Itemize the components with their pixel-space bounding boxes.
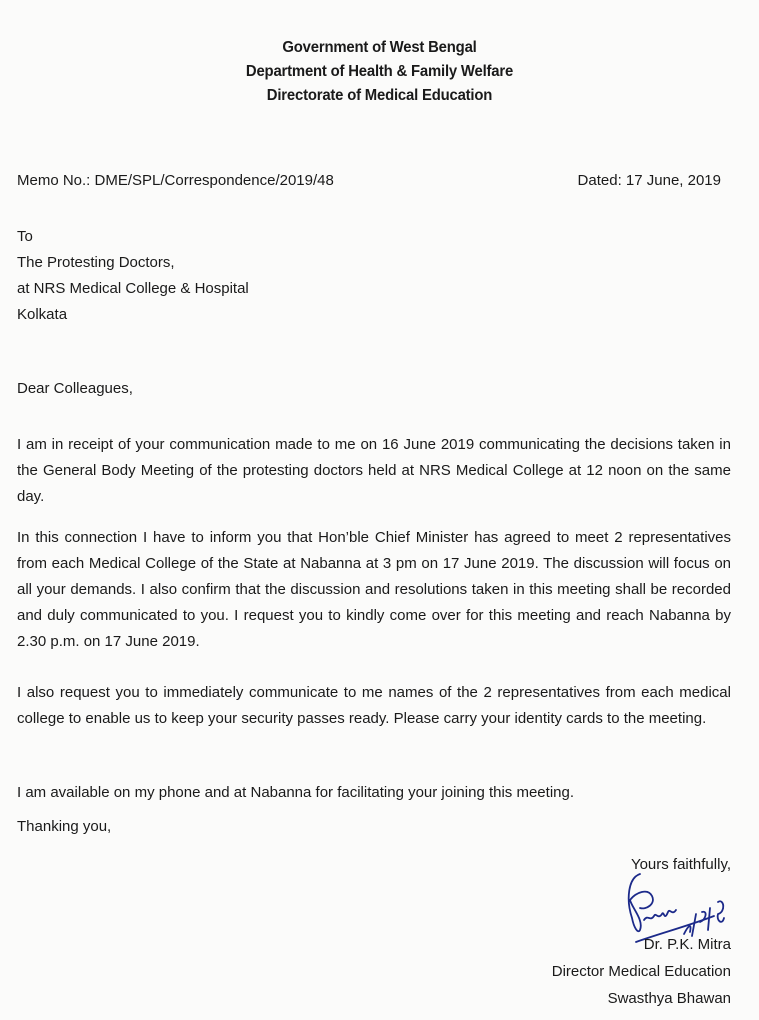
- signoff-yours: Yours faithfully,: [630, 856, 731, 873]
- letterhead-government: Government of West Bengal: [282, 39, 477, 56]
- salutation: Dear Colleagues,: [17, 380, 133, 397]
- addressee-block: [17, 224, 249, 328]
- signatory-name: Dr. P.K. Mitra: [643, 936, 731, 953]
- memo-number: Memo No.: DME/SPL/Correspondence/2019/48: [17, 172, 334, 189]
- addressee-line: Kolkata: [17, 306, 68, 323]
- closing: Thanking you,: [17, 818, 112, 835]
- signatory-title: Director Medical Education: [551, 963, 731, 980]
- memo-date: Dated: 17 June, 2019: [577, 172, 721, 189]
- letterhead-directorate: Directorate of Medical Education: [266, 87, 493, 104]
- body-paragraph: I also request you to immediately communicate to me names of the 2 representatives from each medical college to enable us to keep your security passes ready. Please carry your identity cards to the meeting.: [17, 684, 731, 727]
- letterhead-department: Department of Health & Family Welfare: [245, 63, 514, 80]
- body-paragraph: In this connection I have to inform you that Hon’ble Chief Minister has agreed to meet 2 representatives from each Medical College of the State at Nabanna at 3 pm on 17 June 2019. The discussion will focus on all your demands. I also confirm that the discussion and resolutions taken in this meeting shall be recorded and duly communicated to you. I request you to kindly come over for this meeting and reach Nabanna by 2.30 p.m. on 17 June 2019.: [17, 529, 731, 650]
- body-paragraph: I am available on my phone and at Nabanna for facilitating your joining this meeting.: [17, 784, 574, 801]
- body-paragraph: I am in receipt of your communication made to me on 16 June 2019 communicating the decisions taken in the General Body Meeting of the protesting doctors held at NRS Medical College at 12 noon on the same day.: [17, 436, 731, 505]
- letterhead: [0, 36, 759, 108]
- addressee-line: The Protesting Doctors,: [17, 254, 175, 271]
- addressee-line: at NRS Medical College & Hospital: [17, 280, 249, 297]
- signatory-office: Swasthya Bhawan: [607, 990, 731, 1007]
- addressee-to: To: [17, 228, 33, 245]
